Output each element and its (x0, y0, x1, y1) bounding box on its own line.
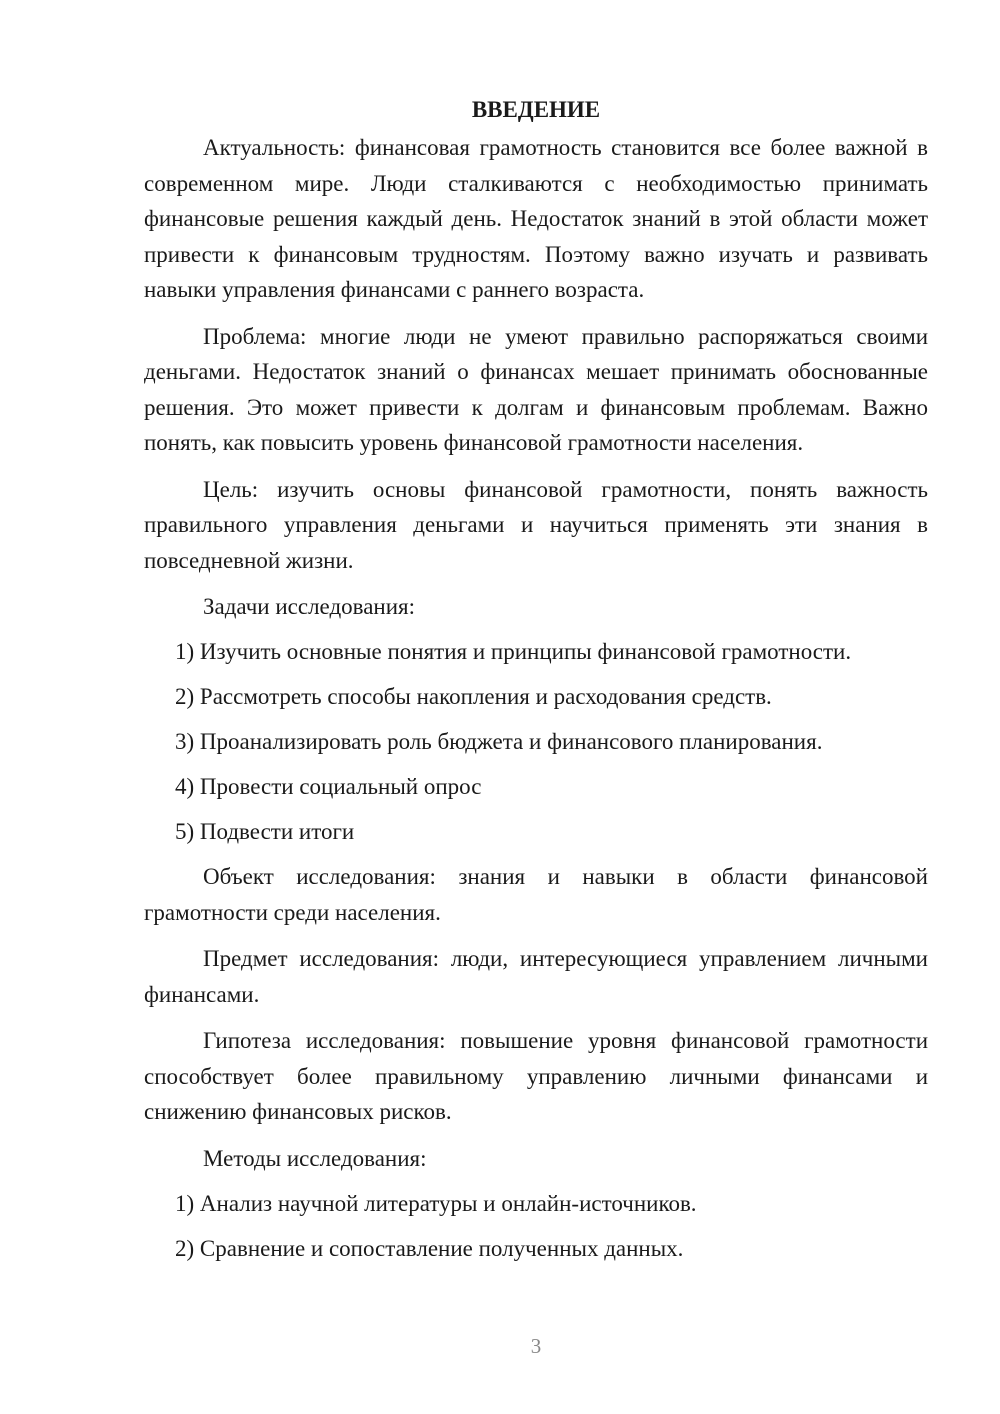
page-number: 3 (530, 1334, 542, 1358)
task-item: 3) Проанализировать роль бюджета и финансового планирования. (175, 729, 823, 754)
task-item: 5) Подвести итоги (175, 819, 355, 844)
problem-paragraph: Проблема: многие люди не умеют правильно распоряжаться своими деньгами. Недостаток знаний о финансах мешает принимать обоснованные решения. Это может привести к долгам и финансовым проблемам. Важно понять, как повысить уровень финансовой грамотности населения. (144, 323, 928, 455)
hypothesis-paragraph: Гипотеза исследования: повышение уровня финансовой грамотности способствует более правильному управлению личными финансами и снижению финансовых рисков. (144, 1028, 928, 1124)
method-item: 2) Сравнение и сопоставление полученных данных. (175, 1235, 684, 1261)
subject-paragraph: Предмет исследования: люди, интересующиеся управлением личными финансами. (144, 946, 928, 1007)
method-item: 1) Анализ научной литературы и онлайн-источников. (175, 1190, 697, 1216)
methods-label: Методы исследования: (203, 1145, 427, 1171)
object-paragraph: Объект исследования: знания и навыки в области финансовой грамотности среди населения. (144, 864, 928, 925)
task-item: 4) Провести социальный опрос (175, 774, 482, 799)
page-content (144, 92, 928, 1276)
task-item: 1) Изучить основные понятия и принципы финансовой грамотности. (175, 639, 852, 664)
tasks-label: Задачи исследования: (203, 594, 416, 619)
relevance-paragraph: Актуальность: финансовая грамотность становится все более важной в современном мире. Люди сталкиваются с необходимостью принимать финансовые решения каждый день. Недостаток знаний в этой области может привести к финансовым трудностям. Поэтому важно изучать и развивать навыки управления финансами с раннего возраста. (144, 135, 928, 302)
goal-paragraph: Цель: изучить основы финансовой грамотности, понять важность правильного управления деньгами и научиться применять эти знания в повседневной жизни. (144, 476, 928, 573)
task-item: 2) Рассмотреть способы накопления и расходования средств. (175, 684, 772, 709)
section-heading: ВВЕДЕНИЕ (471, 97, 601, 122)
